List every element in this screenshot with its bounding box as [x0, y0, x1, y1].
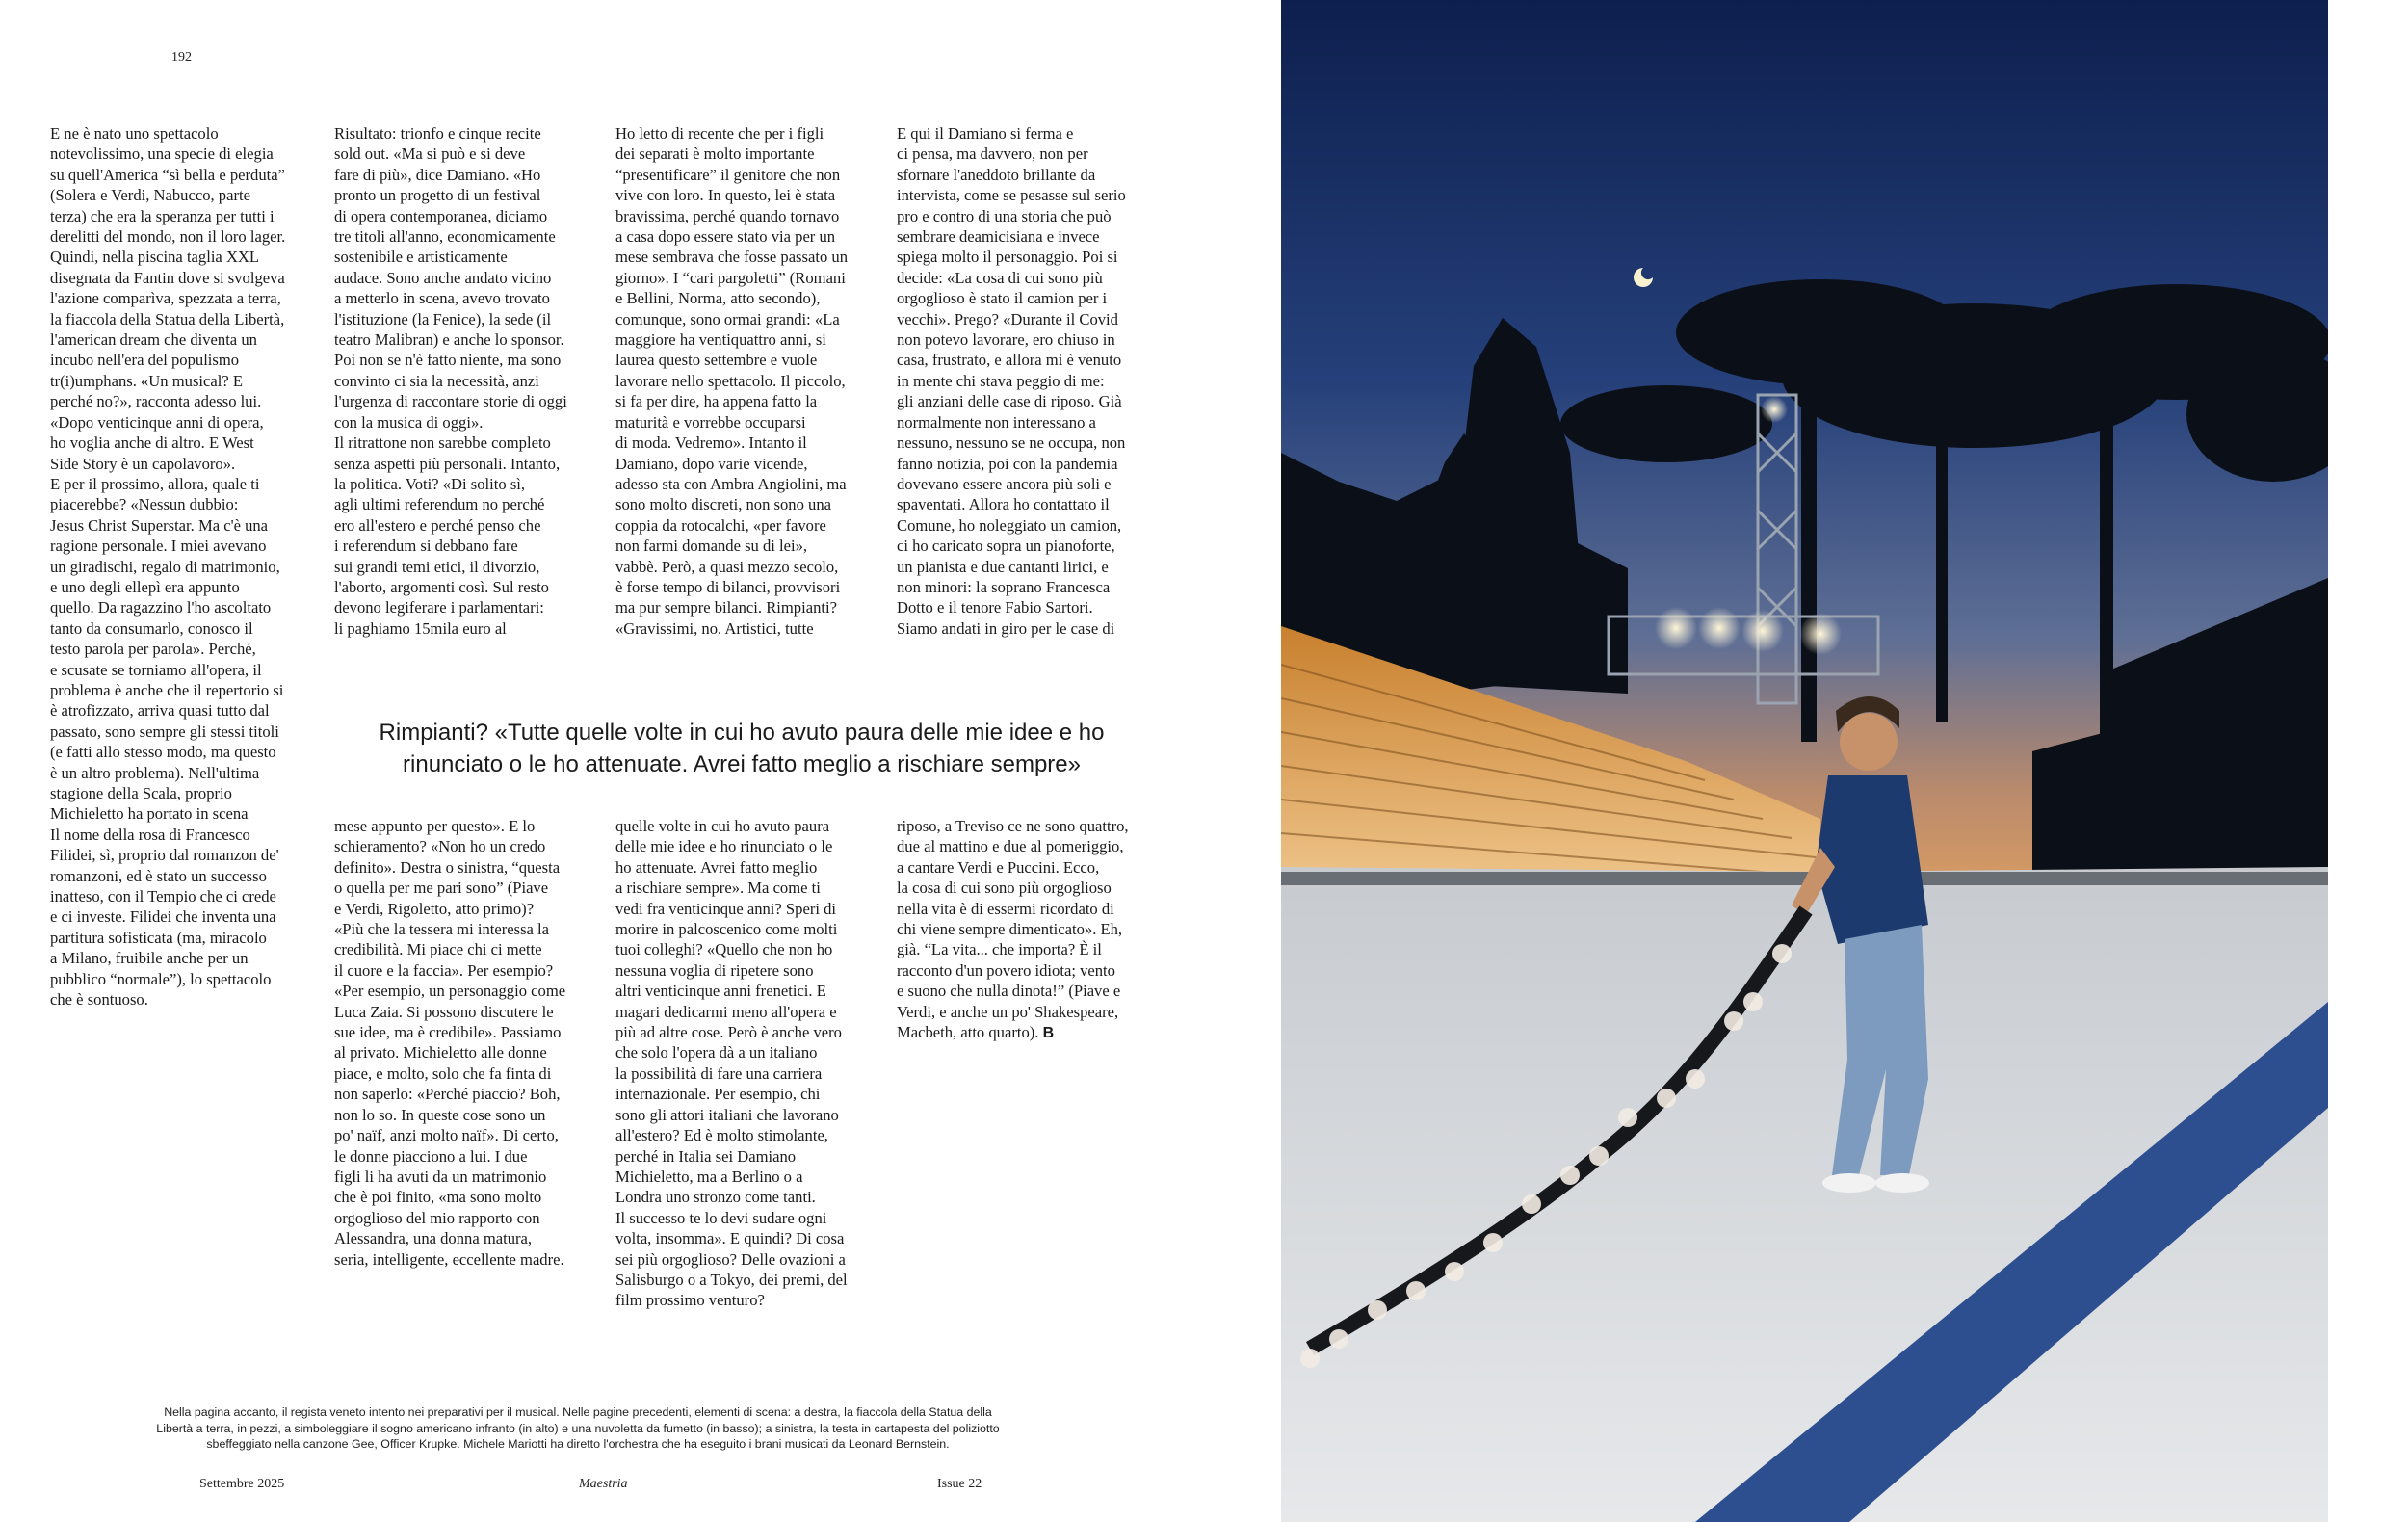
right-margin [2328, 0, 2408, 1522]
text-column-4-bottom [897, 816, 1149, 1043]
pull-quote: Rimpianti? «Tutte quelle volte in cui ho avuto paura delle mie idee e ho rinunciato o le ho attenuate. Avrei fatto meglio a rischiare sempre» [379, 720, 1105, 777]
footer-magazine: Maestria [579, 1477, 628, 1491]
footer-issue: Issue 22 [937, 1477, 982, 1491]
footer-date: Settembre 2025 [199, 1477, 285, 1491]
text-column-3-bottom: quelle volte in cui ho avuto paura delle mie idee e ho rinunciato o le ho attenuate. Avrei fatto meglio a rischiare sempre». Ma come ti vedi fra venticinque anni? Speri di morire in palcoscenico come molti tuoi colleghi? «Quello che non ho nessuna voglia di ripetere sono altri venticinque anni frenetici. E magari dedicarmi meno all'opera e più ad altre cose. Però è anche vero che solo l'opera dà a un italiano la possibilità di fare una carriera internazionale. Per esempio, chi sono gli attori italiani che lavorano all'estero? Ed è molto stimolante, perché in Italia sei Damiano Michieletto, ma a Berlino o a Londra uno stronzo come tanti. Il successo te lo devi sudare ogni volta, insomma». E quindi? Di cosa sei più orgoglioso? Delle ovazioni a Salisburgo o a Tokyo, dei premi, del film prossimo venturo? [615, 817, 848, 1310]
page-number: 192 [171, 50, 192, 65]
text-column-4-top: E qui il Damiano si ferma e ci pensa, ma davvero, non per sfornare l'aneddoto brillante da intervista, come se pesasse sul serio pro e contro di una storia che può sembrare deamicisiana e invece spiega molto il personaggio. Poi si decide: «La cosa di cui sono più orgoglioso è stato il camion per i vecchi». Prego? «Durante il Covid non potevo lavorare, ero chiuso in casa, frustrato, e allora mi è venuto in mente chi stava peggio di me: gli anziani delle case di riposo. Già normalmente non interessano a nessuno, nessuno se ne occupa, non fanno notizia, poi con la pandemia dovevano essere ancora più soli e spaventati. Allora ho contattato il Comune, ho noleggiato un camion, ci ho caricato sopra un pianoforte, un pianista e due cantanti lirici, e non minori: la soprano Francesca Dotto e il tenore Fabio Sartori. Siamo andati in giro per le case di [897, 124, 1126, 638]
text-column-1: E ne è nato uno spettacolo notevolissimo, una specie di elegia su quell'America “sì bella e perduta” (Solera e Verdi, Nabucco, parte terza) che era la speranza per tutti i derelitti del mondo, non il loro lager. Quindi, nella piscina taglia XXL disegnata da Fantin dove si svolgeva l'azione comparìva, spezzata a terra, la fiaccola della Statua della Libertà, l'american dream che diventa un incubo nell'era del populismo tr(i)umphans. «Un musical? E perché no?», racconta adesso lui. «Dopo venticinque anni di opera, ho voglia anche di altro. E West Side Story è un capolavoro». E per il prossimo, allora, quale ti piacerebbe? «Nessun dubbio: Jesus Christ Superstar. Ma c'è una ragione personale. I miei avevano un giradischi, regalo di matrimonio, e uno degli ellepì era appunto quello. Da ragazzino l'ho ascoltato tanto da consumarlo, conosco il testo parola per parola». Perché, e scusate se torniamo all'opera, il problema è anche che il repertorio si è atrofizzato, arriva quasi tutto dal passato, sono sempre gli stessi titoli (e fatti allo stesso modo, ma questo è un altro problema). Nell'ultima stagione della Scala, proprio Michieletto ha portato in scena Il nome della rosa di Francesco Filidei, sì, proprio dal romanzon de' romanzoni, ed è stato un successo inatteso, con il Tempio che ci crede e ci investe. Filidei che inventa una partitura sofisticata (ma, miracolo a Milano, fruibile anche per un pubblico “normale”), lo spettacolo che è sontuoso. [50, 124, 286, 1010]
photo-caption: Nella pagina accanto, il regista veneto intento nei preparativi per il musical. Nelle pagine precedenti, elementi di scena: a destra, la fiaccola della Statua della Libertà a terra, in pezzi, a simboleggiare il sogno americano infranto (in alto) e una nuvoletta da fumetto (in basso); a sinistra, la testa in cartapesta del poliziotto sbeffeggiato nella canzone Gee, Officer Krupke. Michele Mariotti ha diretto l'orchestra che ha eseguito i brani musicati da Leonard Bernstein. [156, 1405, 1000, 1452]
stage-photo [1281, 0, 2328, 1522]
text-column-3-top: Ho letto di recente che per i figli dei separati è molto importante “presentificare” il genitore che non vive con loro. In questo, lei è stata bravissima, perché quando tornavo a casa dopo essere stato via per un mese sembrava che fosse passato un giorno». I “cari pargoletti” (Romani e Bellini, Norma, atto secondo), comunque, sono ormai grandi: «La maggiore ha ventiquattro anni, si laurea questo settembre e vuole lavorare nello spettacolo. Il piccolo, si fa per dire, ha appena fatto la maturità e vorrebbe occuparsi di moda. Vedremo». Intanto il Damiano, dopo varie vicende, adesso sta con Ambra Angiolini, ma sono molto discreti, non sono una coppia da rotocalchi, «per favore non farmi domande su di lei», vabbè. Però, a quasi mezzo secolo, è forse tempo di bilanci, provvisori ma pur sempre bilanci. Rimpianti? «Gravissimi, no. Artistici, tutte [615, 124, 848, 638]
closing-paragraph: riposo, a Treviso ce ne sono quattro, due al mattino e due al pomeriggio, a cantare Verdi e Puccini. Ecco, la cosa di cui sono più orgoglioso nella vita è di essermi ricordato di chi viene sempre dimenticato». Eh, già. “La vita... che importa? È il racconto d'un povero idiota; vento e suono che nulla dinota!” (Piave e Verdi, e anche un po' Shakespeare, Macbeth, atto quarto). [897, 817, 1129, 1042]
tower-light [1761, 396, 1788, 423]
end-mark-logo: B [1042, 1025, 1055, 1042]
text-column-2-bottom: mese appunto per questo». E lo schieramento? «Non ho un credo definito». Destra o sinistra, “questa o quella per me pari sono” (Piave e Verdi, Rigoletto, atto primo)? «Più che la tessera mi interessa la credibilità. Mi piace chi ci mette il cuore e la faccia». Per esempio? «Per esempio, un personaggio come Luca Zaia. Si possono discutere le sue idee, ma è credibile». Passiamo al privato. Michieletto alle donne piace, e molto, solo che fa finta di non saperlo: «Perché piaccio? Boh, non lo so. In queste cose sono un po' naïf, anzi molto naïf». Di certo, le donne piacciono a lui. I due figli li ha avuti da un matrimonio che è poi finito, «ma sono molto orgoglioso del mio rapporto con Alessandra, una donna matura, seria, intelligente, eccellente madre. [334, 817, 566, 1269]
text-column-2-top: Risultato: trionfo e cinque recite sold out. «Ma si può e si deve fare di più», dice Damiano. «Ho pronto un progetto di un festival di opera contemporanea, diciamo tre titoli all'anno, economicamente sostenibile e artisticamente audace. Sono anche andato vicino a metterlo in scena, avevo trovato l'istituzione (la Fenice), la sede (il teatro Malibran) e anche lo sponsor. Poi non se n'è fatto niente, ma sono convinto ci sia la necessità, anzi l'urgenza di raccontare storie di oggi con la musica di oggi». Il ritrattone non sarebbe completo senza aspetti più personali. Intanto, la politica. Voti? «Di solito sì, agli ultimi referendum no perché ero all'estero e perché penso che i referendum si debbano fare sui grandi temi etici, il divorzio, l'aborto, argomenti così. Sul resto devono legiferare i parlamentari: li paghiamo 15mila euro al [334, 124, 567, 638]
